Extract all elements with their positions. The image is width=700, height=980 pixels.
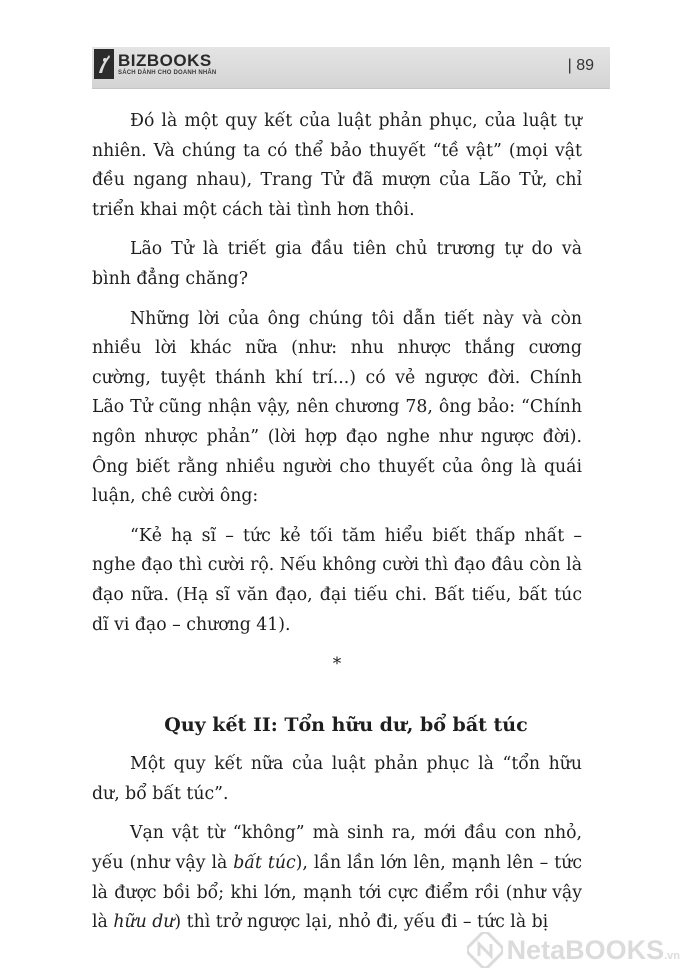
section-separator: * <box>332 654 342 675</box>
page-number: | 89 <box>567 57 594 74</box>
netabooks-logo-icon <box>467 932 503 968</box>
brand-tagline: SÁCH DÀNH CHO DOANH NHÂN <box>118 69 217 76</box>
quote-paragraph: “Kẻ hạ sĩ – tức kẻ tối tăm hiểu biết thấp nhất – nghe đạo thì cười rộ. Nếu không cười thì đạo đâu còn là đạo nữa. (Hạ sĩ văn đạo, đại tiếu chi. Bất tiếu, bất túc dĩ vi đạo – chương 41). <box>92 525 582 635</box>
italic-term: hữu dư <box>113 912 175 933</box>
brand-name: BIZBOOKS <box>118 50 212 70</box>
paragraph: Đó là một quy kết của luật phản phục, của luật tự nhiên. Và chúng ta có thể bảo thuyết “tề vật” (mọi vật đều ngang nhau), Trang Tử đã mượn của Lão Tử, chỉ triển khai một cách tài tình hơn thôi. <box>92 111 582 220</box>
section-heading: Quy kết II: Tổn hữu dư, bổ bất túc <box>164 713 528 736</box>
italic-term: bất túc <box>233 853 296 874</box>
netabooks-watermark: NetaBOOKS.vn <box>467 932 680 968</box>
paragraph: Những lời của ông chúng tôi dẫn tiết này và còn nhiều lời khác nữa (như: nhu nhược thắng cương cường, tuyệt thánh khí trí...) có vẻ ngược đời. Chính Lão Tử cũng nhận vậy, nên chương 78, ông bảo: “Chính ngôn nhược phản” (lời hợp đạo nghe như ngược đời). Ông biết rằng nhiều người cho thuyết của ông là quái luận, chê cười ông: <box>92 308 582 507</box>
bizbooks-logo <box>94 49 216 79</box>
paragraph: Lão Tử là triết gia đầu tiên chủ trương tự do và bình đẳng chăng? <box>92 239 582 289</box>
paragraph: Một quy kết nữa của luật phản phục là “tổn hữu dư, bổ bất túc”. <box>92 754 582 804</box>
page-body <box>92 107 582 948</box>
paragraph: Vạn vật từ “không” mà sinh ra, mới đầu con nhỏ, yếu (như vậy là bất túc), lần lần lớn lên, mạnh lên – tức là được bồi bổ; khi lớn, mạnh tới cực điểm rồi (như vậy là hữu dư) thì trở ngược lại, nhỏ đi, yếu đi – tức là bị <box>92 823 583 933</box>
logo-emblem-icon <box>94 49 114 79</box>
